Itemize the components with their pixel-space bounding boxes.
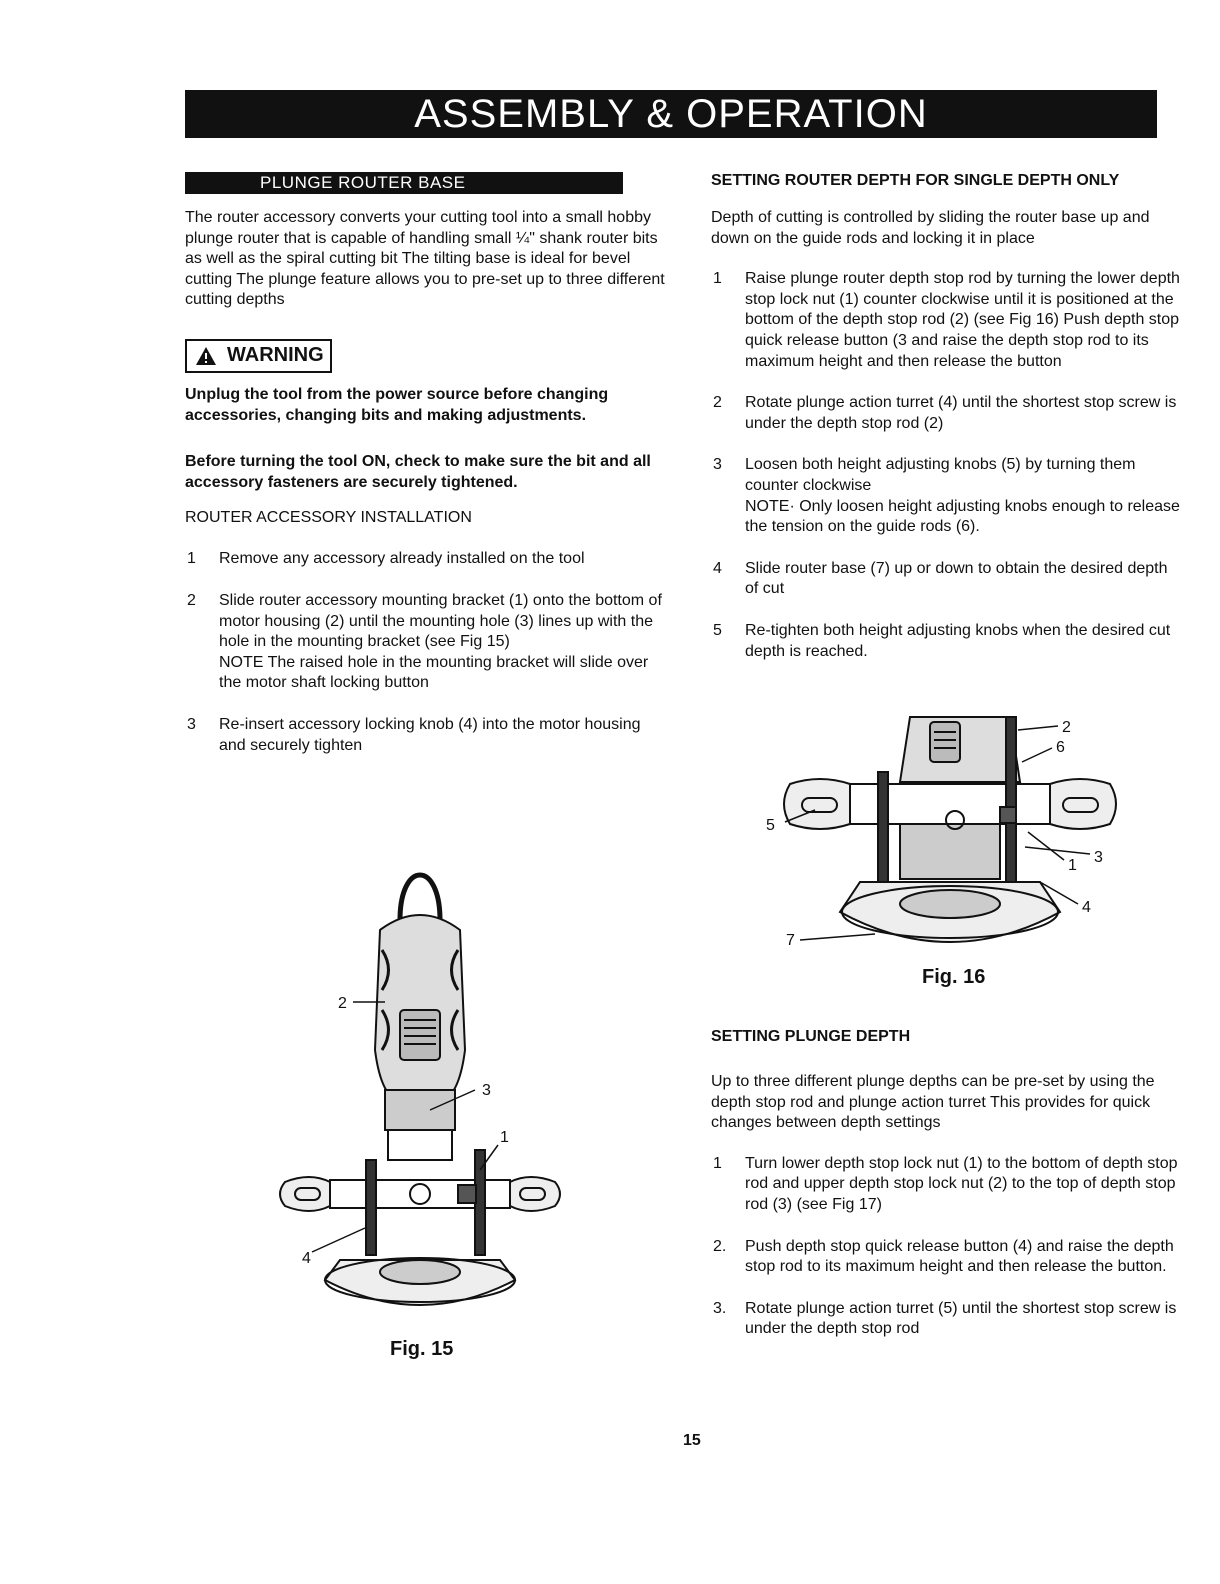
plunge-depth-heading: SETTING PLUNGE DEPTH bbox=[711, 1028, 911, 1045]
step-number: 5 bbox=[713, 621, 722, 639]
plunge-depth-steps bbox=[711, 1154, 1181, 1340]
list-item bbox=[185, 549, 665, 570]
list-item bbox=[711, 621, 1181, 662]
plunge-depth-section bbox=[711, 1028, 1181, 1361]
callout-2: 2 bbox=[1062, 719, 1071, 736]
single-depth-intro: Depth of cutting is controlled by sliding the router base up and down on the guide rods and locking it in place bbox=[711, 209, 1150, 247]
callout-1: 1 bbox=[1068, 857, 1077, 874]
callout-2: 2 bbox=[338, 995, 347, 1012]
list-item bbox=[711, 1237, 1181, 1278]
install-heading: ROUTER ACCESSORY INSTALLATION bbox=[185, 509, 472, 527]
step-text: Loosen both height adjusting knobs (5) by turning them counter clockwise bbox=[745, 456, 1136, 494]
plunge-depth-intro: Up to three different plunge depths can be pre-set by using the depth stop rod and plunge action turret This provides for quick changes between depth settings bbox=[711, 1073, 1155, 1132]
step-number: 1 bbox=[713, 1154, 722, 1172]
step-text: Re-insert accessory locking knob (4) into the motor housing and securely tighten bbox=[219, 715, 641, 754]
step-text: Push depth stop quick release button (4) and raise the depth stop rod to its maximum height and then release the button. bbox=[745, 1237, 1174, 1276]
list-item bbox=[711, 1154, 1181, 1216]
step-number: 1 bbox=[713, 270, 722, 288]
callout-1: 1 bbox=[500, 1129, 509, 1146]
step-number: 3. bbox=[713, 1299, 727, 1317]
figure-15-caption: Fig. 15 bbox=[390, 1338, 454, 1360]
single-depth-steps bbox=[711, 269, 1181, 662]
section-title-plunge-router-base: PLUNGE ROUTER BASE bbox=[185, 172, 623, 194]
step-text: Rotate plunge action turret (5) until the shortest stop screw is under the depth stop rod bbox=[745, 1299, 1177, 1338]
callout-7: 7 bbox=[786, 932, 795, 949]
step-text: Re-tighten both height adjusting knobs when the desired cut depth is reached. bbox=[745, 621, 1171, 660]
warning-triangle-icon bbox=[195, 346, 217, 366]
warning-label: WARNING bbox=[227, 344, 324, 367]
page-number: 15 bbox=[683, 1432, 701, 1449]
warning-label-box bbox=[185, 339, 332, 373]
callout-6: 6 bbox=[1056, 739, 1065, 756]
callout-4: 4 bbox=[302, 1250, 311, 1267]
step-text: Slide router base (7) up or down to obtain the desired depth of cut bbox=[745, 559, 1168, 598]
callout-3: 3 bbox=[1094, 849, 1103, 866]
warning-text-fasteners: Before turning the tool ON, check to make sure the bit and all accessory fasteners are securely tightened. bbox=[185, 453, 651, 491]
left-column bbox=[185, 172, 665, 777]
page-title: ASSEMBLY & OPERATION bbox=[185, 90, 1157, 138]
step-number: 1 bbox=[187, 550, 196, 568]
list-item bbox=[711, 269, 1181, 372]
step-number: 2 bbox=[713, 394, 722, 412]
single-depth-heading: SETTING ROUTER DEPTH FOR SINGLE DEPTH ONLY bbox=[711, 172, 1120, 189]
step-number: 2 bbox=[187, 591, 196, 609]
list-item bbox=[711, 455, 1181, 537]
list-item bbox=[711, 559, 1181, 600]
callout-4: 4 bbox=[1082, 899, 1091, 916]
figure-16-caption: Fig. 16 bbox=[922, 966, 986, 988]
step-number: 4 bbox=[713, 559, 722, 577]
figure-15-router-illustration bbox=[270, 860, 570, 1320]
step-text: Turn lower depth stop lock nut (1) to the bottom of depth stop rod and upper depth stop lock nut (2) to the top of depth stop rod (3) (see Fig 17) bbox=[745, 1154, 1178, 1213]
list-item bbox=[185, 715, 665, 756]
step-number: 2. bbox=[713, 1237, 727, 1255]
list-item bbox=[185, 591, 665, 694]
figure-16-router-illustration bbox=[760, 712, 1120, 962]
list-item bbox=[711, 393, 1181, 434]
list-item bbox=[711, 1299, 1181, 1340]
warning-text-unplug: Unplug the tool from the power source before changing accessories, changing bits and making adjustments. bbox=[185, 385, 609, 424]
callout-5: 5 bbox=[766, 817, 775, 834]
intro-paragraph: The router accessory converts your cutting tool into a small hobby plunge router that is capable of handling small ¼" shank router bits as well as the spiral cutting bit The tilting base is ideal for bevel cutting The plunge feature allows you to pre-set up to three different cutting depths bbox=[185, 209, 665, 309]
callout-3: 3 bbox=[482, 1082, 491, 1099]
step-note: NOTE The raised hole in the mounting bracket will slide over the motor shaft locking button bbox=[219, 653, 649, 692]
step-text: Raise plunge router depth stop rod by turning the lower depth stop lock nut (1) counter clockwise until it is positioned at the bottom of the depth stop rod (2) (see Fig 16) Push depth stop quick release button (3 and raise the depth stop rod to its maximum height and then release the button bbox=[745, 270, 1180, 370]
step-text: Remove any accessory already installed on the tool bbox=[219, 550, 585, 568]
step-text: Rotate plunge action turret (4) until the shortest stop screw is under the depth stop rod (2) bbox=[745, 394, 1177, 432]
step-note: NOTE· Only loosen height adjusting knobs enough to release the tension on the guide rods (6). bbox=[745, 497, 1180, 536]
install-steps bbox=[185, 549, 665, 756]
step-number: 3 bbox=[187, 715, 196, 733]
step-text: Slide router accessory mounting bracket (1) onto the bottom of motor housing (2) until the mounting hole (3) lines up with the hole in the mounting bracket (see Fig 15) bbox=[219, 591, 662, 651]
step-number: 3 bbox=[713, 456, 722, 474]
right-column bbox=[711, 172, 1181, 683]
